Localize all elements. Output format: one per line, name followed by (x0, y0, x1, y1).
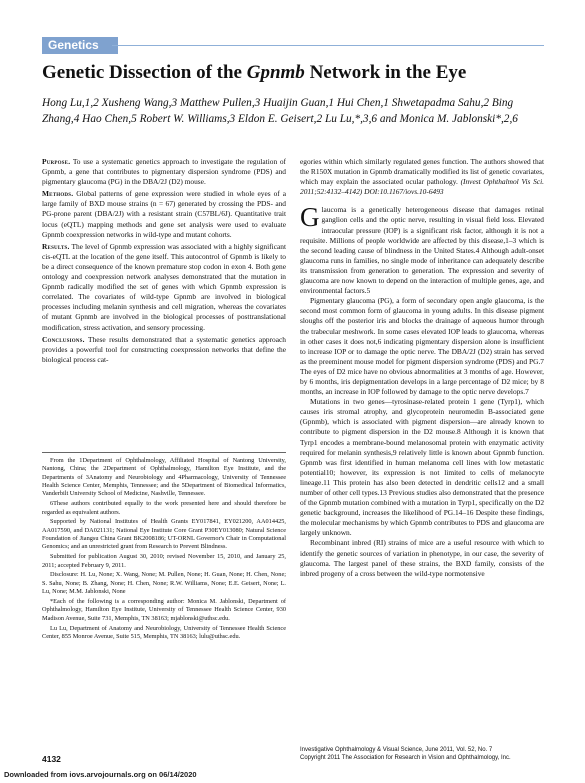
footnote-submission: Submitted for publication August 30, 2010; revised November 15, 2010, and January 25, 2011; accepted February 9, 2011. (42, 553, 286, 569)
abstract-continued-text: egories within which similarly regulated genes function. The authors showed that the R150X mutation in Gpnmb dramatically modified its list of genetic covariates, which may explain the associated ocular pathology. (300, 157, 544, 187)
methods-heading: Methods. (42, 189, 74, 199)
title-gene: Gpnmb (246, 62, 305, 83)
purpose-heading: Purpose. (42, 157, 71, 166)
results-text: The level of Gpnmb expression was associated with a highly significant cis-eQTL at the location of the gene itself. This autocontrol of Gpnmb is likely to be a direct consequence of the known premature stop codon in exon 4. Both gene ontology and coexpression network analyses demonstrated that the mutation in Gpnmb radically modified the set of genes with which Gpnmb expression is correlated. The covariates of wild-type Gpnmb are involved in biological processes including melanin synthesis and cell migration, whereas the covariates of mutant Gpnmb are involved in the biological processes of posttranslational modification, stress activation, and sensory processing. (42, 241, 287, 332)
intro-paragraph-4: Recombinant inbred (RI) strains of mice are a useful resource with which to identify the genetic sources of variation in phenotype, in our case, the severity of glaucoma. The largest panel of these strains, the BXD family, consists of the inbred progeny of a cross between the wild-type normotensive (300, 538, 544, 578)
footnote-funding: Supported by National Institutes of Health Grants EY017841, EY021200, AA014425, AA017590, and DA021131; National Eye Institute Core Grant P30EY013080; Natural Science Foundation of Jiangsu China Grant BK2008186; UT-ORNL Governor's Chair in Computational Genomics; and an unrestricted grant from Research to Prevent Blindness. (42, 518, 286, 551)
intro-paragraph-2: Pigmentary glaucoma (PG), a form of secondary open angle glaucoma, is the second most common form of glaucoma in young adults. In this disease pigment sloughs off the posterior iris and blocks the drainage of aqueous humor through the trabecular meshwork. In some cases elevated IOP leads to glaucoma, whereas in other cases it does not,6 indicating pigmentary dispersion alone is insufficient to increase IOP or to damage the optic nerve. The DBA/2J (D2) strain has served as the preeminent mouse model for pigment dispersion syndrome (PDS) and PG.7 The eyes of D2 mice have no obvious abnormalities at 3 months of age. However, by 6 months, iris depigmentation develops in a large percentage of D2 mice; by 8 months, an increase in IOP followed by damage to the optic nerve develops.7 (300, 296, 544, 397)
abstract-methods (42, 189, 286, 239)
copyright-line: Copyright 2011 The Association for Research in Vision and Ophthalmology, Inc. (300, 754, 511, 761)
page-number: 4132 (42, 754, 61, 764)
header-rule (112, 45, 544, 46)
methods-text: Global patterns of gene expression were studied in whole eyes of a large family of BXD mouse strains (n = 67) generated by crossing the PDS- and PG-prone parent (DBA/2J) with a resistant strain (C57BL/6J). Quantitative trait locus (eQTL) mapping methods and gene set analysis were used to evaluate Gpnmb coexpression networks in wild-type and mutant cohorts. (42, 189, 286, 239)
abstract-continued (300, 157, 544, 197)
abstract (42, 157, 286, 367)
body-column-right (300, 157, 544, 579)
journal-citation-line: Investigative Ophthalmology & Visual Science, June 2011, Vol. 52, No. 7 (300, 747, 493, 753)
purpose-text: To use a systematic genetics approach to investigate the regulation of Gpnmb, a gene that contributes to pigmentary dispersion syndrome (PDS) and pigmentary glaucoma (PG) in the DBA/2J (D2) mouse. (42, 157, 286, 187)
dropcap-letter: G (300, 202, 320, 233)
footnotes (42, 457, 286, 643)
abstract-conclusions (42, 335, 286, 365)
article-title (42, 62, 542, 84)
footnote-affiliations: From the 1Department of Ophthalmology, Affiliated Hospital of Nantong University, Nantong, China; the 2Department of Ophthalmology, Hamilton Eye Institute, and the Departments of 3Anatomy and Neurobiology and 4Pharmacology, University of Tennessee Health Science Center, Memphis, Tennessee; and the 5Department of Biomedical Informatics, Vanderbilt University School of Medicine, Nashville, Tennessee. (42, 457, 286, 498)
conclusions-text: These results demonstrated that a systematic genetics approach provides a powerful tool for constructing coexpression networks that define the biological process cat- (42, 334, 286, 364)
abstract-results (42, 242, 286, 333)
footnote-corresponding-2: Lu Lu, Department of Anatomy and Neurobiology, University of Tennessee Health Science Center, 855 Monroe Avenue, Suite 515, Memphis, TN 38163; lulu@uthsc.edu. (42, 624, 286, 640)
footnote-disclosure: Disclosure: H. Lu, None; X. Wang, None; M. Pullen, None; H. Guan, None; H. Chen, None; S. Sahu, None; B. Zhang, None; H. Chen, None; R.W. Williams, None; E.E. Geisert, None; L. Lu, None; M.M. Jablonski, None (42, 571, 286, 596)
download-watermark: Downloaded from iovs.arvojournals.org on 06/14/2020 (4, 770, 197, 779)
author-list: Hong Lu,1,2 Xusheng Wang,3 Matthew Pullen,3 Huaijin Guan,1 Hui Chen,1 Shwetapadma Sahu,2 Bing Zhang,4 Hao Chen,5 Robert W. Williams,3 Eldon E. Geisert,2 Lu Lu,*,3,6 and Monica M. Jablonski*,2,6 (42, 97, 518, 125)
intro-paragraph-1-text: laucoma is a genetically heterogeneous disease that damages retinal ganglion cells and the optic nerve, resulting in visual field loss. Elevated intraocular pressure (IOP) is a significant risk factor, although it is not a requisite. Millions of people worldwide are affected by this disease,1–3 which is the second leading cause of blindness in the United States.4 Although adult-onset glaucoma runs in families, no single mode of inheritance can adequately describe its transmission from generation to generation. The expression and severity of glaucoma are now known to depend on the interaction of multiple genes, age, and environmental factors.5 (300, 205, 544, 296)
journal-info (300, 747, 544, 762)
title-part-2: Network in the Eye (304, 62, 467, 83)
conclusions-heading: Conclusions. (42, 334, 85, 344)
intro-paragraph-1 (300, 202, 544, 296)
title-part-1: Genetic Dissection of the (42, 62, 247, 83)
footnote-corresponding-1: *Each of the following is a corresponding author: Monica M. Jablonski, Department of Ophthalmology, Hamilton Eye Institute, University of Tennessee Health Science Center, 930 Madison Avenue, Suite 731, Memphis, TN 38163; mjablonski@uthsc.edu. (42, 598, 286, 622)
results-heading: Results. (42, 241, 70, 251)
citation-text: (Invest Ophthalmol Vis Sci. 2011;52:4132–4142) DOI:10.1167/iovs.10-6493 (300, 177, 544, 197)
section-badge: Genetics (42, 37, 118, 54)
footnote-rule (42, 452, 286, 453)
intro-paragraph-3: Mutations in two genes—tyrosinase-related protein 1 gene (Tyrp1), which causes iris stromal atrophy, and glycoprotein neuromedin B-associated gene (Gpnmb), which is associated with pigment dispersion—are already known to contribute to pigment dispersion in the D2 mouse.8 Although it is known that Tyrp1 encodes a membrane-bound melanosomal protein with enzymatic activity required for melanin synthesis,9 relatively little is known about Gpnmb function. Gpnmb was first identified in human melanoma cell lines with low metastatic potential10; however, its expression is not limited to cells of melanocyte lineage.11 This protein has also been detected in dendritic cells12 and a small number of other cell types.13 Previous studies also demonstrated that the presence of the Gpnmb mutation combined with a mutation in Tyrp1, specifically on the D2 genetic background, increases the likelihood of PG.14–16 Despite these findings, the molecular mechanisms by which Gpnmb contributes to PDS and glaucoma are largely unknown. (300, 397, 545, 538)
abstract-purpose (42, 157, 286, 187)
footnote-equal-contribution: 6These authors contributed equally to the work presented here and should therefore be regarded as equivalent authors. (42, 500, 286, 516)
